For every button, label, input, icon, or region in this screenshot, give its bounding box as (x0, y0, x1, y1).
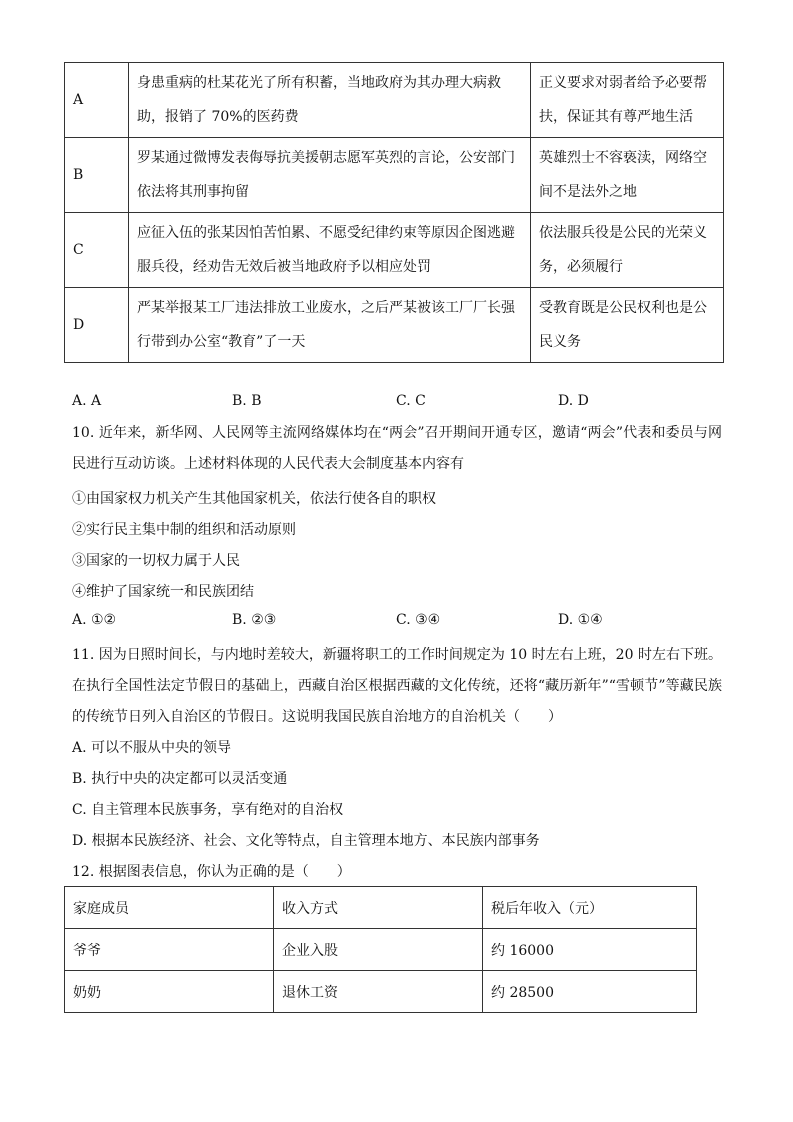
row-label: D (65, 288, 129, 363)
q12-stem: 12. 根据图表信息，你认为正确的是（ ） (72, 864, 351, 880)
q10-option-d[interactable]: D. ①④ (558, 612, 603, 628)
member-cell: 爷爷 (65, 929, 274, 971)
row-label: A (65, 63, 129, 138)
q11-option-c[interactable]: C. 自主管理本民族事务，享有绝对的自治权 (72, 802, 344, 818)
q10-option-c[interactable]: C. ③④ (396, 612, 441, 628)
case-cell: 身患重病的杜某花光了所有积蓄，当地政府为其办理大病救助，报销了 70%的医药费 (129, 63, 531, 138)
q10-item: ④维护了国家统一和民族团结 (72, 584, 254, 600)
table-row (65, 929, 697, 971)
q9-option-a[interactable]: A. A (72, 393, 102, 409)
reason-cell: 受教育既是公民权利也是公民义务 (531, 288, 724, 363)
q9-option-c[interactable]: C. C (396, 393, 426, 409)
income-table (64, 886, 697, 1013)
income-amount-cell: 约 28500 (483, 971, 697, 1013)
member-cell: 奶奶 (65, 971, 274, 1013)
table-row (65, 213, 724, 288)
case-cell: 罗某通过微博发表侮辱抗美援朝志愿军英烈的言论，公安部门依法将其刑事拘留 (129, 138, 531, 213)
q10-option-b[interactable]: B. ②③ (232, 612, 277, 628)
table-header-row (65, 887, 697, 929)
q9-option-d[interactable]: D. D (558, 393, 589, 409)
q10-option-a[interactable]: A. ①② (72, 612, 117, 628)
reason-cell: 依法服兵役是公民的光荣义务，必须履行 (531, 213, 724, 288)
column-header: 收入方式 (274, 887, 483, 929)
answer-table (64, 62, 724, 363)
q9-option-b[interactable]: B. B (232, 393, 262, 409)
q10-item: ③国家的一切权力属于人民 (72, 553, 240, 569)
column-header: 税后年收入（元） (483, 887, 697, 929)
q11-option-b[interactable]: B. 执行中央的决定都可以灵活变通 (72, 771, 288, 787)
case-cell: 应征入伍的张某因怕苦怕累、不愿受纪律约束等原因企图逃避服兵役，经劝告无效后被当地政府予以相应处罚 (129, 213, 531, 288)
income-amount-cell: 约 16000 (483, 929, 697, 971)
q10-item: ①由国家权力机关产生其他国家机关，依法行使各自的职权 (72, 491, 436, 507)
q10-stem: 10. 近年来，新华网、人民网等主流网络媒体均在“两会”召开期间开通专区，邀请“两会”代表和委员与网民进行互动访谈。上述材料体现的人民代表大会制度基本内容有 (72, 425, 722, 472)
q11-option-a[interactable]: A. 可以不服从中央的领导 (72, 740, 232, 756)
income-type-cell: 企业入股 (274, 929, 483, 971)
table-row (65, 138, 724, 213)
table-row (65, 288, 724, 363)
table-row (65, 971, 697, 1013)
q10-item: ②实行民主集中制的组织和活动原则 (72, 522, 296, 538)
row-label: C (65, 213, 129, 288)
table-row (65, 63, 724, 138)
case-cell: 严某举报某工厂违法排放工业废水，之后严某被该工厂厂长强行带到办公室“教育”了一天 (129, 288, 531, 363)
column-header: 家庭成员 (65, 887, 274, 929)
q11-option-d[interactable]: D. 根据本民族经济、社会、文化等特点，自主管理本地方、本民族内部事务 (72, 833, 540, 849)
reason-cell: 正义要求对弱者给予必要帮扶，保证其有尊严地生活 (531, 63, 724, 138)
income-type-cell: 退休工资 (274, 971, 483, 1013)
row-label: B (65, 138, 129, 213)
q11-stem: 11. 因为日照时间长，与内地时差较大，新疆将职工的工作时间规定为 10 时左右上班，20 时左右下班。在执行全国性法定节假日的基础上，西藏自治区根据西藏的文化传统，还将“藏历新年”“雪顿节”等藏民族的传统节日列入自治区的节假日。这说明我国民族自治地方的自治机关（ ） (72, 647, 722, 725)
reason-cell: 英雄烈士不容亵渎，网络空间不是法外之地 (531, 138, 724, 213)
